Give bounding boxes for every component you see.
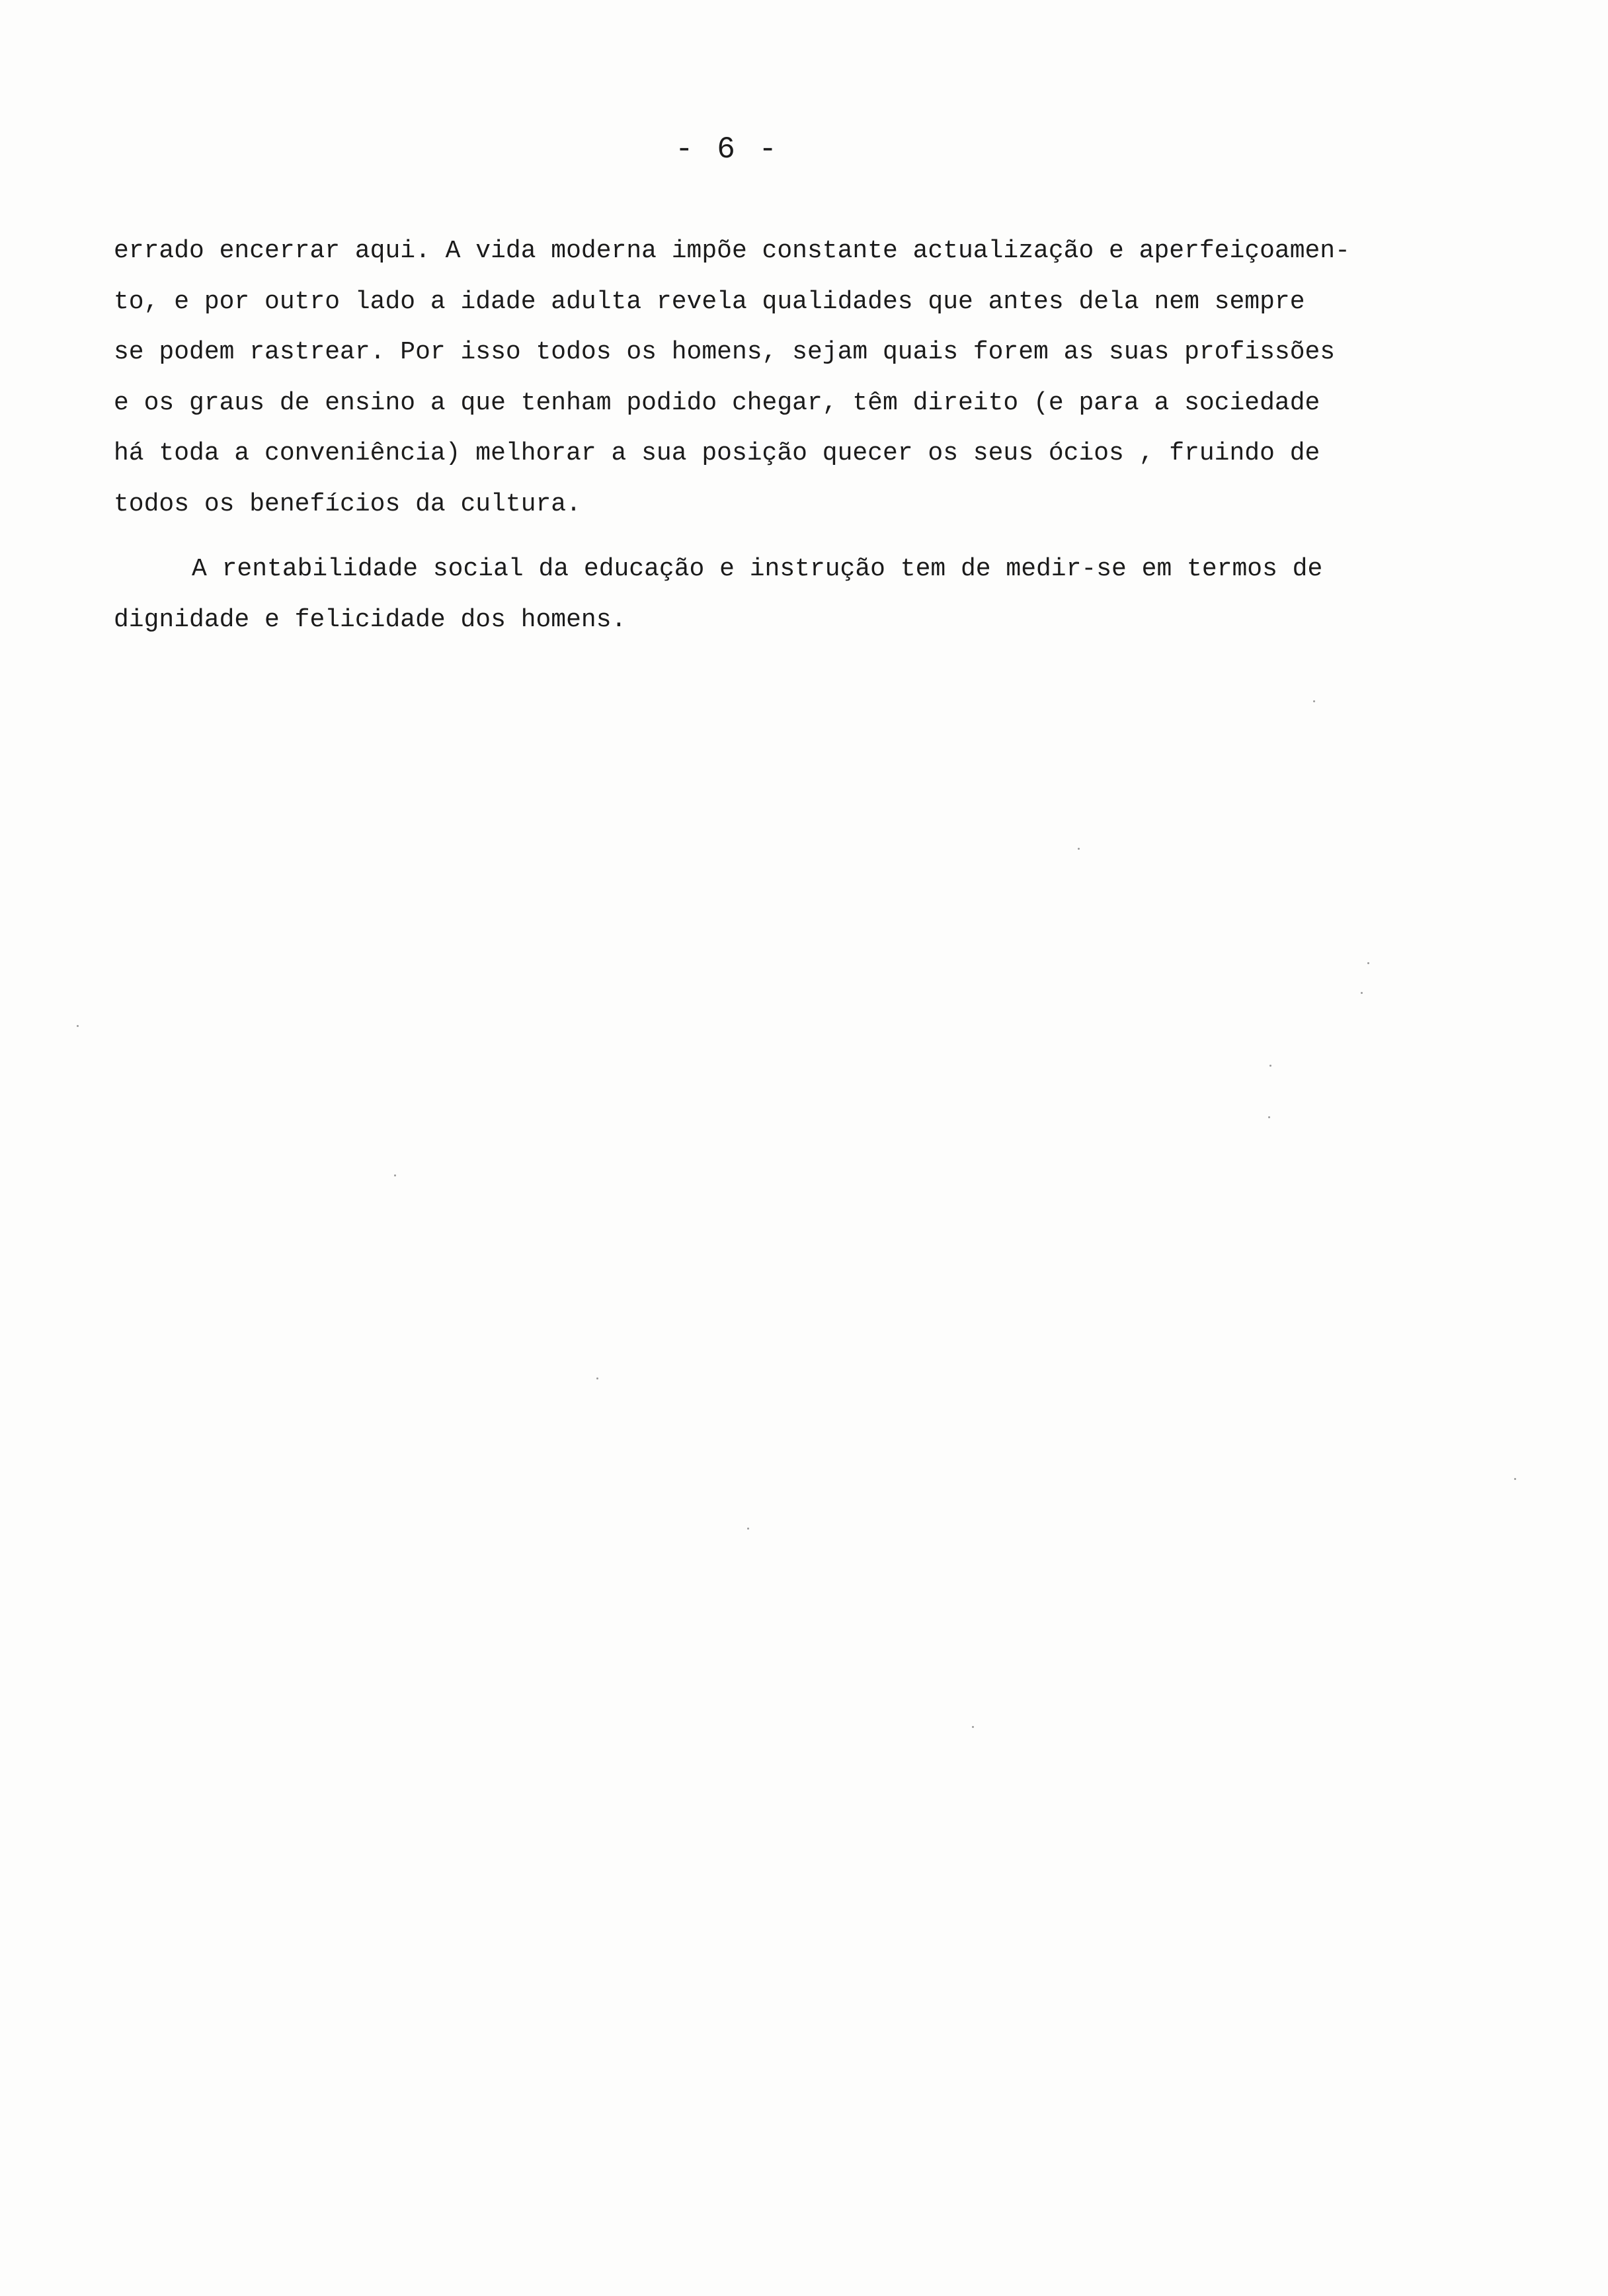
page-number: - 6 -	[674, 132, 780, 167]
scan-speck	[972, 1726, 974, 1728]
scan-speck	[77, 1025, 79, 1027]
scan-speck	[1313, 700, 1315, 702]
scan-speck	[1268, 1116, 1270, 1118]
text-line: e os graus de ensino a que tenham podido chegar, têm direito (e para a sociedade	[114, 388, 1320, 417]
scan-speck	[1367, 962, 1369, 964]
scan-speck	[747, 1528, 749, 1530]
scan-speck	[1514, 1478, 1516, 1480]
text-line: dignidade e felicidade dos homens.	[114, 605, 627, 634]
paragraph-gap	[114, 530, 1469, 544]
scan-speck	[596, 1377, 598, 1379]
text-line: há toda a conveniência) melhorar a sua posição quecer os seus ócios , fruindo de	[114, 439, 1320, 468]
scan-speck	[1361, 992, 1363, 994]
scan-speck	[1269, 1065, 1271, 1067]
text-line: A rentabilidade social da educação e instrução tem de medir-se em termos de	[192, 555, 1323, 583]
text-line: se podem rastrear. Por isso todos os homens, sejam quais forem as suas profissões	[114, 338, 1336, 366]
document-body	[114, 226, 1469, 645]
text-line: to, e por outro lado a idade adulta revela qualidades que antes dela nem sempre	[114, 287, 1305, 316]
scan-speck	[394, 1174, 396, 1176]
paragraph-2	[114, 544, 1469, 645]
paragraph-1	[114, 226, 1469, 530]
scan-speck	[1078, 848, 1080, 850]
text-line: todos os benefícios da cultura.	[114, 489, 581, 518]
text-line: errado encerrar aqui. A vida moderna impõe constante actualização e aperfeiçoamen-	[114, 237, 1350, 265]
